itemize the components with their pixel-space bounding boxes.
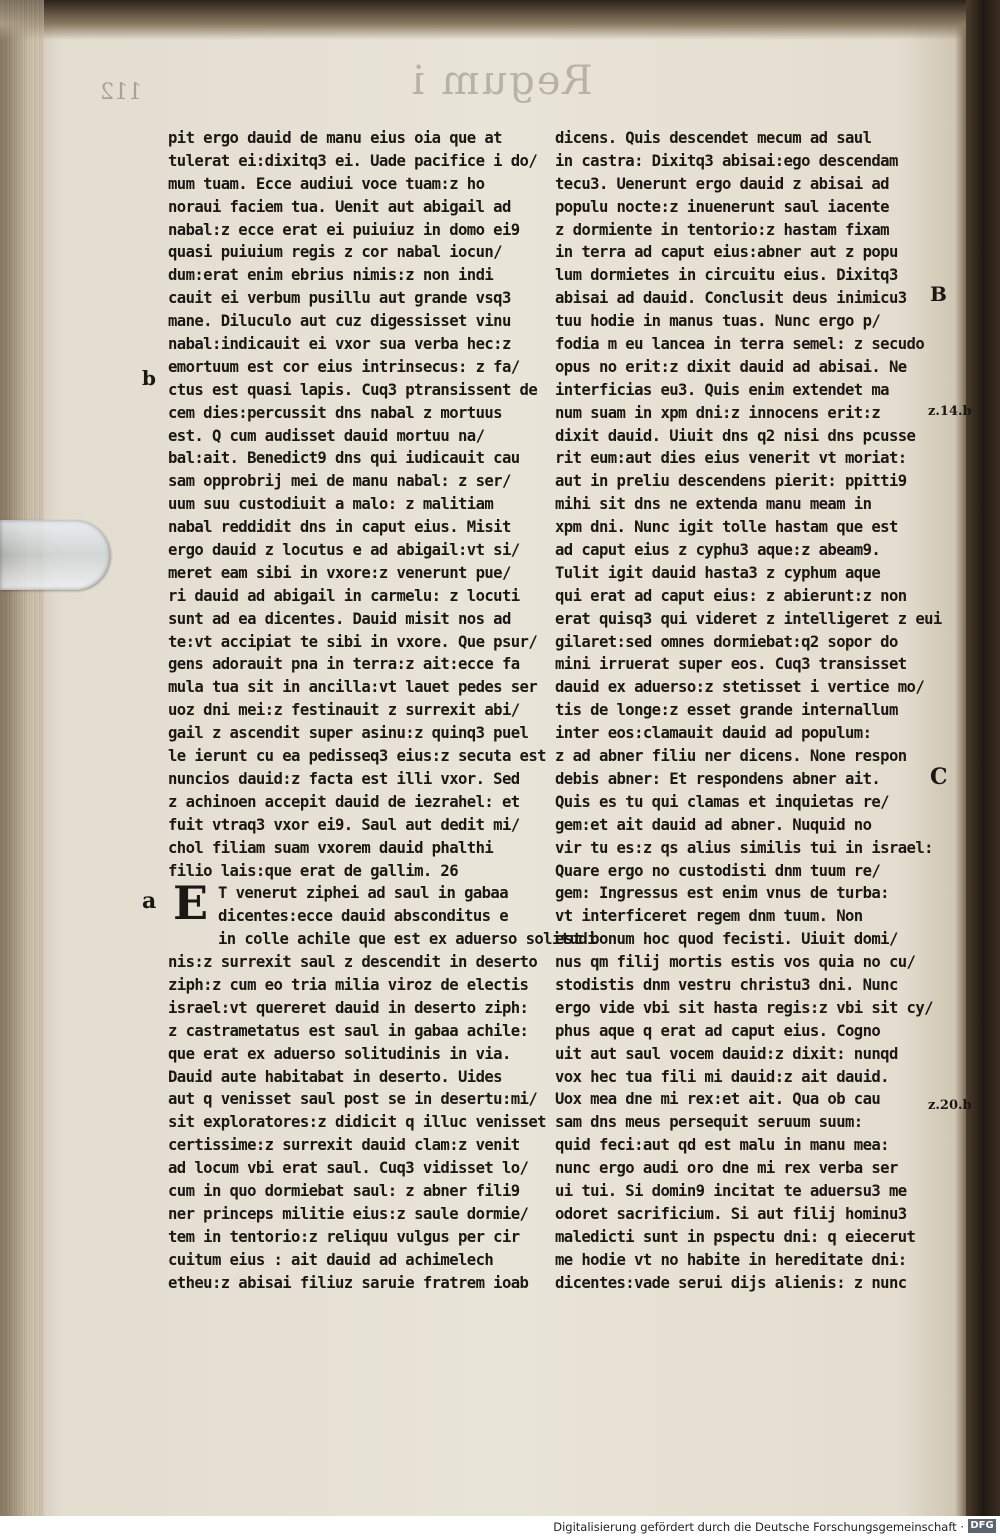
text-line: in terra ad caput eius:abner aut z popu [555,243,898,262]
text-line: nus qm filij mortis estis vos quia no cu/ [555,953,916,972]
text-line: quasi puiuium regis z cor nabal iocun/ [168,243,502,262]
text-line: ziph:z cum eo tria milia viroz de electis [168,975,529,994]
text-line: dauid ex aduerso:z stetisset i vertice mo/ [555,678,925,697]
page-clip [0,520,110,590]
text-line: qui erat ad caput eius: z abierunt:z non [555,586,907,605]
text-line: z achinoen accepit dauid de iezrahel: et [168,792,520,811]
text-line: gens adorauit pna in terra:z ait:ecce fa [168,655,520,674]
folio-number: 112 [100,80,142,105]
left-text-column [168,127,596,1294]
text-line: mane. Diluculo aut cuz digessisset vinu [168,312,511,331]
text-line: cum in quo dormiebat saul: z abner fili9 [168,1181,520,1200]
text-line: noraui faciem tua. Uenit aut abigail ad [168,197,511,216]
text-line: chol filiam suam vxorem dauid phalthi [168,838,494,857]
running-head: Regum i [410,58,593,104]
margin-ref-2: z.20.b [928,1098,972,1113]
text-line: tis de longe:z esset grande internallum [555,701,898,720]
text-line: opus no erit:z dixit dauid ad abisai. Ne [555,357,907,376]
text-line: sam opprobrij mei de manu nabal: z ser/ [168,472,511,491]
text-line: emortuum est cor eius intrinsecus: z fa/ [168,357,520,376]
text-line: est bonum hoc quod fecisti. Uiuit domi/ [555,930,898,949]
text-line: bal:ait. Benedict9 dns qui iudicauit cau [168,449,520,468]
text-line: etheu:z abisai filiuz saruie fratrem ioab [168,1273,529,1292]
text-line: dicentes:vade serui dijs alienis: z nunc [555,1273,907,1292]
text-line: nuncios dauid:z facta est illi vxor. Sed [168,769,520,788]
margin-ref-1: z.14.b [928,404,972,419]
text-line: te:vt accipiat te sibi in vxore. Que psur/ [168,632,538,651]
text-line: est. Q cum audisset dauid mortuu na/ [168,426,485,445]
text-line: ui tui. Si domin9 incitat te aduersu3 me [555,1181,907,1200]
text-line: ner princeps militie eius:z saule dormie/ [168,1204,529,1223]
text-line: ad locum vbi erat saul. Cuq3 vidisset lo/ [168,1159,529,1178]
text-line: num suam in xpm dni:z innocens erit:z [555,403,881,422]
text-line: vox hec tua fili mi dauid:z ait dauid. [555,1067,889,1086]
text-line: mum tuam. Ecce audiui voce tuam:z ho [168,174,485,193]
text-line: erat quisq3 qui videret z intelligeret z eui [555,609,942,628]
text-line: ctus est quasi lapis. Cuq3 ptransissent de [168,380,538,399]
text-line: ergo dauid z locutus e ad abigail:vt si/ [168,541,520,560]
text-line: populu nocte:z inuenerunt saul iacente [555,197,889,216]
text-line: gem:et ait dauid ad abner. Nuquid no [555,815,872,834]
text-line: lum dormietes in circuitu eius. Dixitq3 [555,266,898,285]
text-line: uoz dni mei:z festinauit z surrexit abi/ [168,701,520,720]
book-spine [966,0,1000,1537]
text-line: abisai ad dauid. Conclusit deus inimicu3 [555,289,907,308]
text-line: xpm dni. Nunc igit tolle hastam que est [555,518,898,537]
text-line: dum:erat enim ebrius nimis:z non indi [168,266,494,285]
text-line: vt interficeret regem dnm tuum. Non [555,907,863,926]
text-line: certissime:z surrexit dauid clam:z venit [168,1136,520,1155]
text-line: sam dns meus persequit seruum suum: [555,1113,863,1132]
text-line: rit eum:aut dies eius venerit vt moriat: [555,449,907,468]
text-line: quid feci:aut qd est malu in manu mea: [555,1136,889,1155]
text-line: ri dauid ad abigail in carmelu: z locuti [168,586,520,605]
text-line: tecu3. Uenerunt ergo dauid z abisai ad [555,174,889,193]
text-line: meret eam sibi in vxore:z venerunt pue/ [168,563,511,582]
text-line: gail z ascendit super asinu:z quinq3 puel [168,724,529,743]
margin-note-b: b [142,366,156,390]
dfg-logo: DFG [968,1519,996,1533]
text-line: uit aut saul vocem dauid:z dixit: nunqd [555,1044,898,1063]
page-top-shadow [0,0,1000,40]
funding-credit: Digitalisierung gefördert durch die Deutsche Forschungsgemeinschaft · [553,1520,964,1534]
text-line: nis:z surrexit saul z descendit in deserto [168,953,538,972]
text-line: nunc ergo audi oro dne mi rex verba ser [555,1159,898,1178]
text-line: odoret sacrificium. Si aut filij hominu3 [555,1204,907,1223]
text-line: ergo vide vbi sit hasta regis:z vbi sit cy/ [555,998,933,1017]
margin-note-a: a [142,888,157,914]
margin-note-B: B [930,282,947,306]
text-line: stodistis dnm vestru christu3 dni. Nunc [555,975,898,994]
text-line: mula tua sit in ancilla:vt lauet pedes ser [168,678,538,697]
margin-note-C: C [930,764,948,790]
text-line: Tulit igit dauid hasta3 z cyphum aque [555,563,881,582]
text-line: nabal:indicauit ei vxor sua verba hec:z [168,335,511,354]
text-line: interficias eu3. Quis enim extendet ma [555,380,889,399]
page-edges [0,0,44,1537]
text-line: cem dies:percussit dns nabal z mortuus [168,403,502,422]
text-line: ad caput eius z cyphu3 aque:z abeam9. [555,541,881,560]
right-text-column [555,127,955,1294]
text-line: pit ergo dauid de manu eius oia que at [168,129,502,147]
text-line: cauit ei verbum pusillu aut grande vsq3 [168,289,511,308]
text-line: nabal reddidit dns in caput eius. Misit [168,518,511,537]
text-line: tulerat ei:dixitq3 ei. Uade pacifice i do/ [168,151,538,170]
text-line: Quare ergo no custodisti dnm tuum re/ [555,861,881,880]
text-line: cuitum eius : ait dauid ad achimelech [168,1250,494,1269]
text-line: uum suu custodiuit a malo: z malitiam [168,495,494,514]
text-line: z ad abner filiu ner dicens. None respon [555,747,907,766]
text-line: sunt ad ea dicentes. Dauid misit nos ad [168,609,511,628]
text-line: inter eos:clamauit dauid ad populum: [555,724,872,743]
text-line: T venerut ziphei ad saul in gabaa [218,884,509,903]
text-line: sit exploratores:z didicit q illuc venisset [168,1113,546,1132]
text-line: dicens. Quis descendet mecum ad saul [555,129,872,147]
text-line: fuit vtraq3 vxor ei9. Saul aut dedit mi/ [168,815,520,834]
text-line: tem in tentorio:z reliquu vulgus per cir [168,1227,520,1246]
text-line: filio lais:que erat de gallim. 26 [168,861,459,880]
text-line: vir tu es:z qs alius similis tui in israel: [555,838,933,857]
text-line: dicentes:ecce dauid absconditus e [218,907,509,926]
text-line: nabal:z ecce erat ei puiuiuz in domo ei9 [168,220,520,239]
text-line: mini irruerat super eos. Cuq3 transisset [555,655,907,674]
text-line: maledicti sunt in pspectu dni: q eiecerut [555,1227,916,1246]
text-line: gem: Ingressus est enim vnus de turba: [555,884,889,903]
text-line: le ierunt cu ea pedisseq3 eius:z secuta est [168,747,546,766]
text-line: aut in preliu descendens pierit: ppitti9 [555,472,907,491]
drop-cap: E [173,876,209,930]
text-line: in castra: Dixitq3 abisai:ego descendam [555,151,898,170]
text-line: que erat ex aduerso solitudinis in via. [168,1044,511,1063]
text-line: in colle achile que est ex aduerso solitudi [218,930,596,949]
text-line: debis abner: Et respondens abner ait. [555,769,881,788]
text-line: fodia m eu lancea in terra semel: z secudo [555,335,925,354]
text-line: israel:vt quereret dauid in deserto ziph: [168,998,529,1017]
text-line: z castrametatus est saul in gabaa achile: [168,1021,529,1040]
text-line: z dormiente in tentorio:z hastam fixam [555,220,889,239]
text-line: Dauid aute habitabat in deserto. Uides [168,1067,502,1086]
text-line: aut q venisset saul post se in desertu:mi/ [168,1090,538,1109]
text-line: dixit dauid. Uiuit dns q2 nisi dns pcusse [555,426,916,445]
text-line: mihi sit dns ne extenda manu meam in [555,495,872,514]
text-line: Quis es tu qui clamas et inquietas re/ [555,792,889,811]
text-line: Uox mea dne mi rex:et ait. Qua ob cau [555,1090,881,1109]
text-line: gilaret:sed omnes dormiebat:q2 sopor do [555,632,898,651]
text-line: phus aque q erat ad caput eius. Cogno [555,1021,881,1040]
text-line: tuu hodie in manus tuas. Nunc ergo p/ [555,312,881,331]
text-line: me hodie vt no habite in hereditate dni: [555,1250,907,1269]
